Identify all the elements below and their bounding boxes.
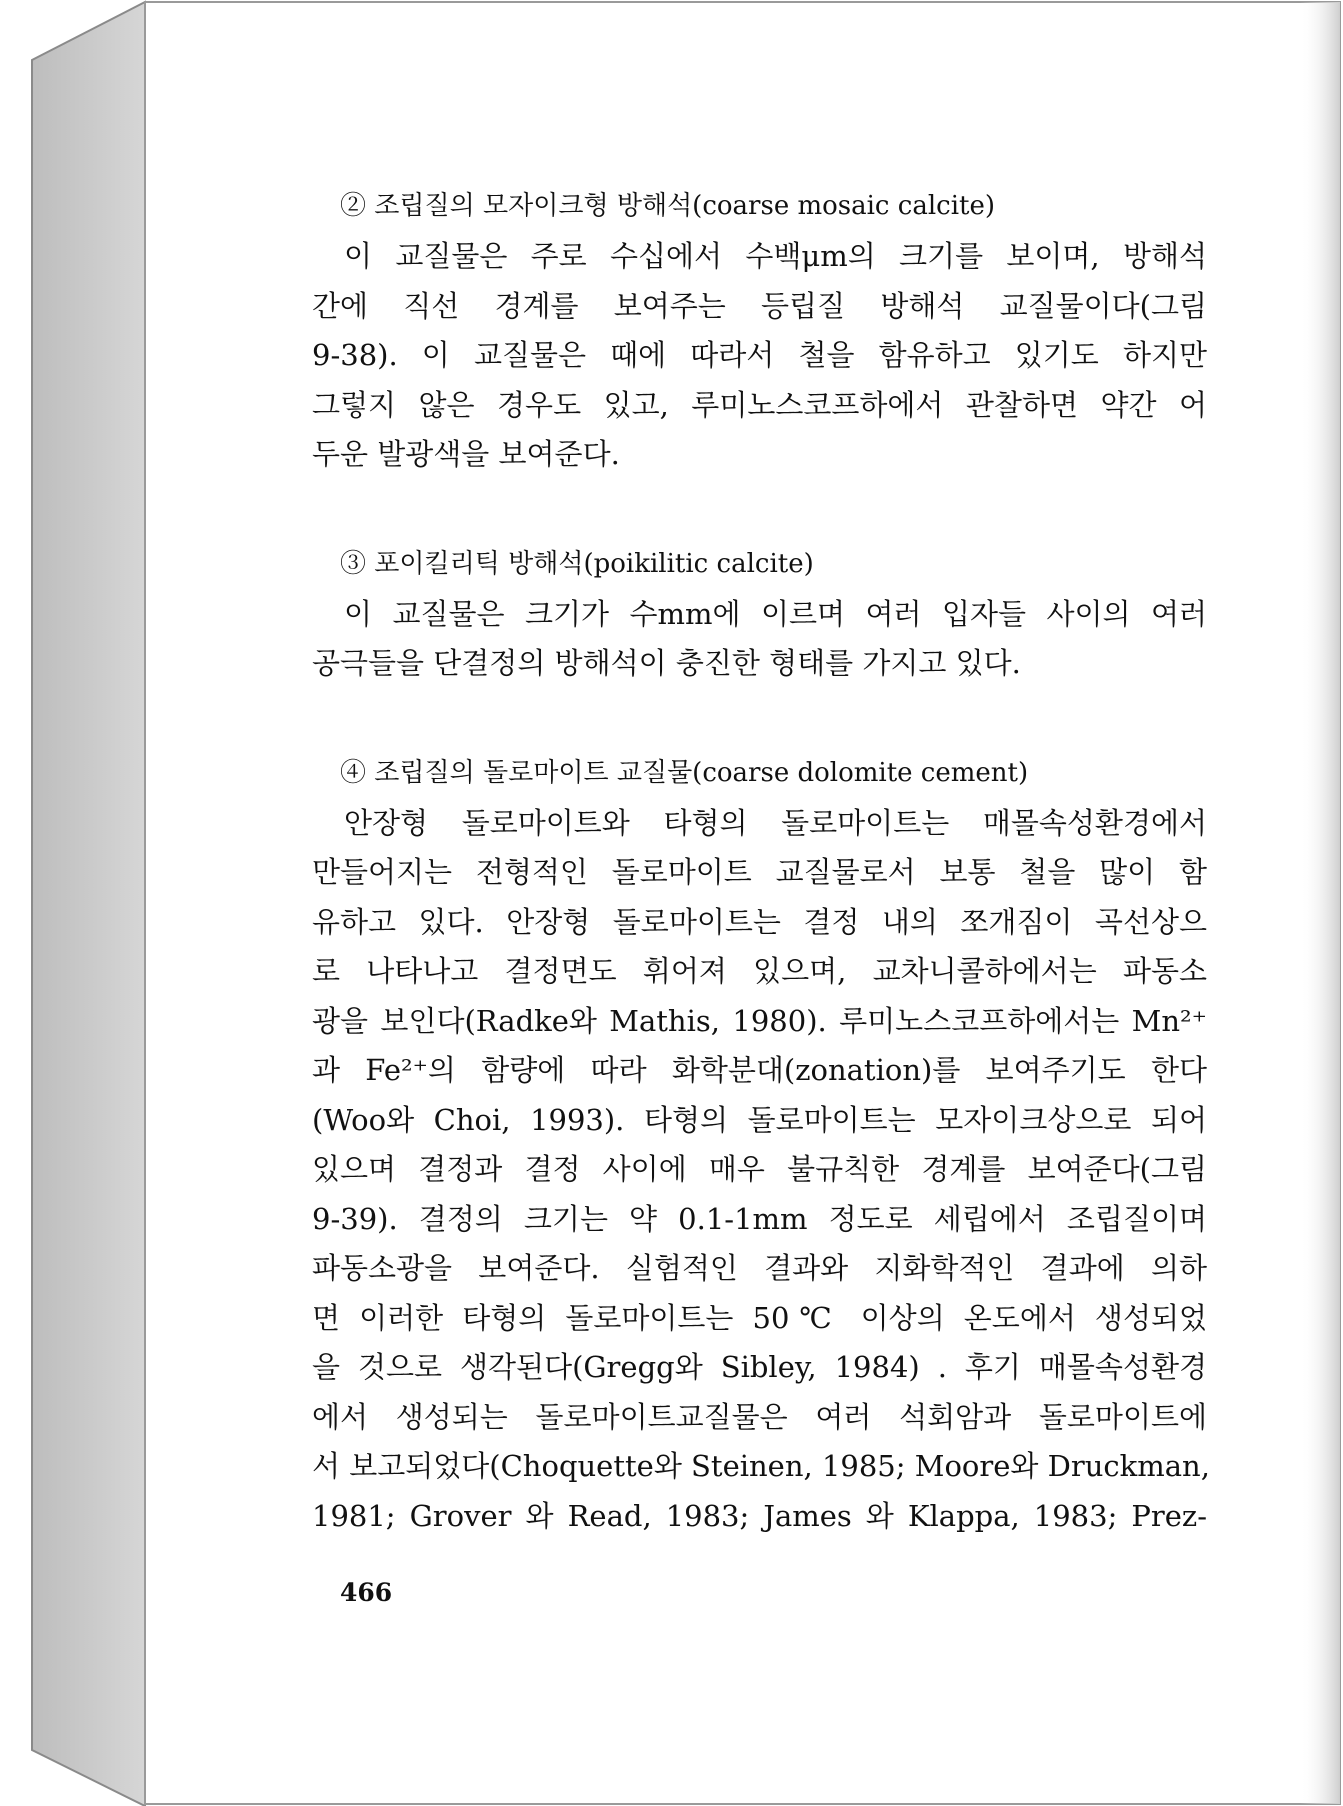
page-number: 466 bbox=[340, 1578, 393, 1607]
text-line: 과 Fe²⁺의 함량에 따라 화학분대(zonation)를 보여주기도 한다 bbox=[312, 1053, 1207, 1087]
section-heading: ③ 포이킬리틱 방해석(poikilitic calcite) bbox=[340, 548, 814, 579]
section-heading: ④ 조립질의 돌로마이트 교질물(coarse dolomite cement) bbox=[340, 757, 1029, 788]
text-line: 공극들을 단결정의 방해석이 충진한 형태를 가지고 있다. bbox=[312, 646, 1021, 680]
text-line: 유하고 있다. 안장형 돌로마이트는 결정 내의 쪼개짐이 곡선상으 bbox=[312, 904, 1207, 939]
text-line: 만들어지는 전형적인 돌로마이트 교질물로서 보통 철을 많이 함 bbox=[312, 855, 1207, 889]
text-line: 로 나타나고 결정면도 휘어져 있으며, 교차니콜하에서는 파동소 bbox=[312, 954, 1207, 988]
text-line: 을 것으로 생각된다(Gregg와 Sibley, 1984) . 후기 매몰속성환경 bbox=[312, 1350, 1207, 1384]
paragraph bbox=[312, 799, 1210, 1542]
text-line: 두운 발광색을 보여준다. bbox=[312, 437, 620, 471]
text-line: (Woo와 Choi, 1993). 타형의 돌로마이트는 모자이크상으로 되어 bbox=[312, 1102, 1207, 1137]
text-line: 9-39). 결정의 크기는 약 0.1-1mm 정도로 세립에서 조립질이며 bbox=[312, 1201, 1207, 1236]
text-line: 1981; Grover 와 Read, 1983; James 와 Klappa, 1983; Prez- bbox=[312, 1498, 1207, 1533]
paragraph bbox=[312, 590, 1207, 689]
section-heading: ② 조립질의 모자이크형 방해석(coarse mosaic calcite) bbox=[340, 191, 995, 221]
text-line: 9-38). 이 교질물은 때에 따라서 철을 함유하고 있기도 하지만 bbox=[312, 338, 1207, 372]
text-line: 이 교질물은 주로 수십에서 수백μm의 크기를 보이며, 방해석 bbox=[344, 239, 1207, 273]
text-line: 간에 직선 경계를 보여주는 등립질 방해석 교질물이다(그림 bbox=[312, 288, 1207, 323]
text-line: 광을 보인다(Radke와 Mathis, 1980). 루미노스코프하에서는 Mn²⁺ bbox=[312, 1003, 1207, 1038]
page-body bbox=[312, 180, 1210, 1541]
text-line: 그렇지 않은 경우도 있고, 루미노스코프하에서 관찰하면 약간 어 bbox=[312, 387, 1207, 422]
text-line: 안장형 돌로마이트와 타형의 돌로마이트는 매몰속성환경에서 bbox=[344, 805, 1207, 840]
text-line: 면 이러한 타형의 돌로마이트는 50℃ 이상의 온도에서 생성되었 bbox=[312, 1300, 1207, 1335]
text-line: 파동소광을 보여준다. 실험적인 결과와 지화학적인 결과에 의하 bbox=[312, 1251, 1207, 1285]
text-line: 에서 생성되는 돌로마이트교질물은 여러 석회암과 돌로마이트에 bbox=[312, 1399, 1207, 1434]
text-line: 있으며 결정과 결정 사이에 매우 불규칙한 경계를 보여준다(그림 bbox=[312, 1152, 1207, 1186]
paragraph bbox=[312, 232, 1207, 480]
text-line: 서 보고되었다(Choquette와 Steinen, 1985; Moore와 Druckman, bbox=[312, 1449, 1210, 1483]
text-line: 이 교질물은 크기가 수mm에 이르며 여러 입자들 사이의 여러 bbox=[344, 596, 1207, 631]
